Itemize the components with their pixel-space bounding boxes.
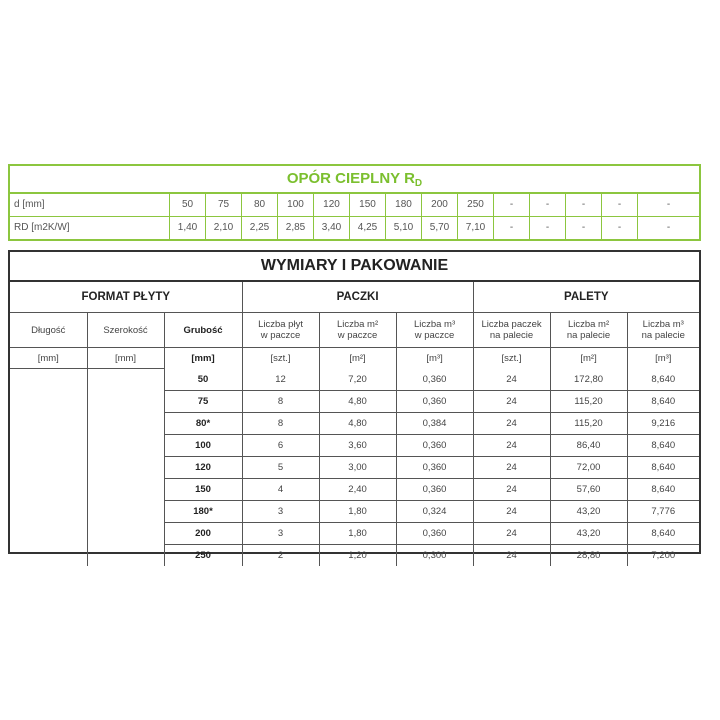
dlugosc-cell — [10, 390, 87, 412]
grubosc-cell: 120 — [164, 456, 242, 478]
header-m3-paczce: Liczba m³ w paczce — [396, 313, 473, 348]
unit-cell: [m³] — [627, 348, 699, 369]
thermal-cell: 5,10 — [386, 217, 422, 239]
thermal-row — [10, 194, 699, 216]
grubosc-cell: 50 — [164, 369, 242, 391]
value-cell: 8,640 — [627, 456, 699, 478]
grubosc-cell: 75 — [164, 390, 242, 412]
thermal-rows — [10, 194, 699, 239]
value-cell: 5 — [242, 456, 319, 478]
units-row — [10, 348, 699, 369]
group-palety: PALETY — [473, 282, 699, 313]
header-dlugosc: Długość — [10, 313, 87, 348]
value-cell: 8 — [242, 390, 319, 412]
thermal-cell: 1,40 — [170, 217, 206, 239]
value-cell: 9,216 — [627, 412, 699, 434]
thermal-row — [10, 216, 699, 239]
value-cell: 8,640 — [627, 390, 699, 412]
dlugosc-cell — [10, 478, 87, 500]
thermal-cell: 100 — [278, 194, 314, 216]
value-cell: 28,80 — [550, 544, 627, 566]
value-cell: 8,640 — [627, 478, 699, 500]
value-cell: 0,360 — [396, 456, 473, 478]
value-cell: 8 — [242, 412, 319, 434]
table-row — [10, 412, 699, 434]
szerokosc-cell — [87, 412, 164, 434]
value-cell: 172,80 — [550, 369, 627, 391]
value-cell: 24 — [473, 544, 550, 566]
dimensions-packaging-table — [8, 250, 701, 561]
value-cell: 4 — [242, 478, 319, 500]
szerokosc-cell — [87, 522, 164, 544]
value-cell: 7,200 — [627, 544, 699, 566]
szerokosc-cell — [87, 500, 164, 522]
value-cell: 43,20 — [550, 522, 627, 544]
value-cell: 57,60 — [550, 478, 627, 500]
unit-cell: [m³] — [396, 348, 473, 369]
value-cell: 24 — [473, 500, 550, 522]
table-row — [10, 478, 699, 500]
thermal-cell: - — [494, 217, 530, 239]
value-cell: 0,360 — [396, 478, 473, 500]
value-cell: 24 — [473, 522, 550, 544]
szerokosc-cell — [87, 544, 164, 566]
table-row — [10, 522, 699, 544]
value-cell: 6 — [242, 434, 319, 456]
thermal-cell: - — [530, 194, 566, 216]
szerokosc-cell — [87, 434, 164, 456]
value-cell: 12 — [242, 369, 319, 391]
unit-cell: [szt.] — [242, 348, 319, 369]
thermal-cell: - — [602, 194, 638, 216]
header-grubosc: Grubość — [164, 313, 242, 348]
table-row — [10, 390, 699, 412]
header-szerokosc: Szerokość — [87, 313, 164, 348]
value-cell: 4,80 — [319, 412, 396, 434]
thermal-cell: - — [494, 194, 530, 216]
thermal-cell: 120 — [314, 194, 350, 216]
value-cell: 0,360 — [396, 434, 473, 456]
value-cell: 0,300 — [396, 544, 473, 566]
table-row — [10, 456, 699, 478]
value-cell: 24 — [473, 478, 550, 500]
value-cell: 0,324 — [396, 500, 473, 522]
value-cell: 1,80 — [319, 500, 396, 522]
value-cell: 3,00 — [319, 456, 396, 478]
value-cell: 7,20 — [319, 369, 396, 391]
thermal-cell: 5,70 — [422, 217, 458, 239]
header-m2-palecie: Liczba m² na palecie — [550, 313, 627, 348]
table-row — [10, 369, 699, 391]
unit-cell: [m²] — [550, 348, 627, 369]
grubosc-cell: 100 — [164, 434, 242, 456]
thermal-row-label: d [mm] — [10, 194, 170, 216]
thermal-cell: 3,40 — [314, 217, 350, 239]
header-paczek-palecie: Liczba paczek na palecie — [473, 313, 550, 348]
szerokosc-cell — [87, 456, 164, 478]
value-cell: 24 — [473, 369, 550, 391]
value-cell: 24 — [473, 434, 550, 456]
dlugosc-cell — [10, 369, 87, 391]
thermal-title-sub: D — [414, 178, 423, 189]
value-cell: 4,80 — [319, 390, 396, 412]
unit-cell: [m²] — [319, 348, 396, 369]
grubosc-cell: 180* — [164, 500, 242, 522]
value-cell: 0,360 — [396, 522, 473, 544]
value-cell: 3 — [242, 500, 319, 522]
value-cell: 8,640 — [627, 522, 699, 544]
value-cell: 86,40 — [550, 434, 627, 456]
thermal-cell: 4,25 — [350, 217, 386, 239]
value-cell: 43,20 — [550, 500, 627, 522]
thermal-cell: 2,85 — [278, 217, 314, 239]
table-row — [10, 434, 699, 456]
thermal-cell: - — [566, 194, 602, 216]
thermal-cell: 7,10 — [458, 217, 494, 239]
szerokosc-cell — [87, 369, 164, 391]
grubosc-cell: 80* — [164, 412, 242, 434]
dlugosc-cell — [10, 522, 87, 544]
thermal-cell: 250 — [458, 194, 494, 216]
thermal-cell: 2,10 — [206, 217, 242, 239]
value-cell: 8,640 — [627, 434, 699, 456]
thermal-cell: 50 — [170, 194, 206, 216]
group-header-row — [10, 282, 699, 313]
dlugosc-cell — [10, 544, 87, 566]
thermal-cell: 2,25 — [242, 217, 278, 239]
value-cell: 24 — [473, 412, 550, 434]
thermal-cell: 80 — [242, 194, 278, 216]
thermal-title — [10, 166, 699, 194]
unit-cell: [mm] — [87, 348, 164, 369]
value-cell: 0,384 — [396, 412, 473, 434]
value-cell: 2 — [242, 544, 319, 566]
value-cell: 2,40 — [319, 478, 396, 500]
value-cell: 72,00 — [550, 456, 627, 478]
unit-cell: [mm] — [10, 348, 87, 369]
thermal-cell: 150 — [350, 194, 386, 216]
thermal-title-main: OPÓR CIEPLNY R — [286, 170, 415, 187]
value-cell: 115,20 — [550, 412, 627, 434]
szerokosc-cell — [87, 390, 164, 412]
column-header-row — [10, 313, 699, 348]
grubosc-cell: 200 — [164, 522, 242, 544]
thermal-cell: - — [602, 217, 638, 239]
group-paczki: PACZKI — [242, 282, 473, 313]
dims-title: WYMIARY I PAKOWANIE — [10, 252, 699, 282]
szerokosc-cell — [87, 478, 164, 500]
thermal-cell: - — [666, 222, 671, 233]
thermal-cell: 200 — [422, 194, 458, 216]
value-cell: 115,20 — [550, 390, 627, 412]
dlugosc-cell — [10, 456, 87, 478]
dlugosc-cell — [10, 500, 87, 522]
value-cell: 1,80 — [319, 522, 396, 544]
header-plyt-paczce: Liczba płyt w paczce — [242, 313, 319, 348]
grubosc-cell: 150 — [164, 478, 242, 500]
header-m2-paczce: Liczba m² w paczce — [319, 313, 396, 348]
table-row — [10, 544, 699, 566]
value-cell: 8,640 — [627, 369, 699, 391]
thermal-cell: 180 — [386, 194, 422, 216]
thermal-resistance-table — [8, 164, 701, 241]
header-m3-palecie: Liczba m³ na palecie — [627, 313, 699, 348]
value-cell: 3,60 — [319, 434, 396, 456]
grubosc-cell: 250 — [164, 544, 242, 566]
dlugosc-cell — [10, 434, 87, 456]
group-format: FORMAT PŁYTY — [10, 282, 242, 313]
value-cell: 24 — [473, 456, 550, 478]
dims-grid — [10, 282, 699, 566]
thermal-cell: 75 — [206, 194, 242, 216]
thermal-cell: - — [566, 217, 602, 239]
value-cell: 0,360 — [396, 390, 473, 412]
value-cell: 1,20 — [319, 544, 396, 566]
table-row — [10, 500, 699, 522]
unit-cell: [szt.] — [473, 348, 550, 369]
value-cell: 3 — [242, 522, 319, 544]
dims-data-rows — [10, 369, 699, 566]
dlugosc-cell — [10, 412, 87, 434]
thermal-cell: - — [666, 199, 671, 210]
thermal-cell: - — [530, 217, 566, 239]
value-cell: 7,776 — [627, 500, 699, 522]
thermal-row-label: RD [m2K/W] — [10, 217, 170, 239]
unit-cell: [mm] — [164, 348, 242, 369]
value-cell: 24 — [473, 390, 550, 412]
value-cell: 0,360 — [396, 369, 473, 391]
